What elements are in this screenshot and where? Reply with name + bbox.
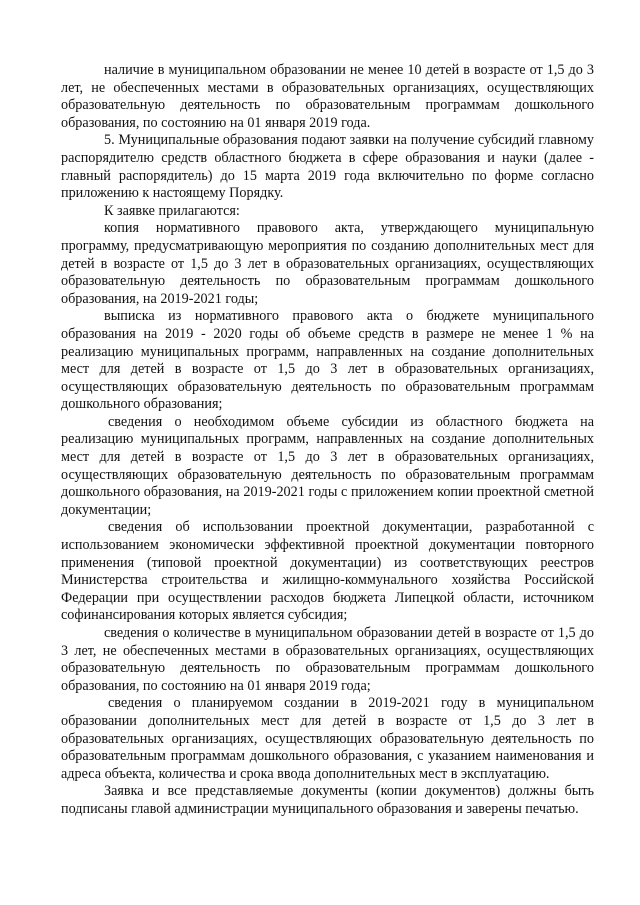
paragraph-budget-extract: выписка из нормативного правового акта о бюджете муниципального образования на 2019 - 2020 годы об объеме средств в размере не менее 1 % на реализацию муниципальных программ, направленных на создание дополнительных мест для детей в возрасте от 1,5 до 3 лет в образовательных организациях, осуществляющих образовательную деятельность по образовательным программам дошкольного образования; xyxy=(61,308,594,413)
document-page xyxy=(61,62,594,819)
paragraph-signature-requirement: Заявка и все представляемые документы (копии документов) должны быть подписаны главой администрации муниципального образования и заверены печатью. xyxy=(61,783,594,817)
paragraph-eligibility-criterion: наличие в муниципальном образовании не менее 10 детей в возрасте от 1,5 до 3 лет, не обеспеченных местами в образовательных организациях, осуществляющих образовательную деятельность по образовательным программам дошкольного образования, по состоянию на 01 января 2019 года. xyxy=(61,62,594,131)
paragraph-subsidy-volume-info: сведения о необходимом объеме субсидии из областного бюджета на реализацию муниципальных программ, направленных на создание дополнительных мест для детей в возрасте от 1,5 до 3 лет в образовательных организациях, осуществляющих образовательную деятельность по образовательным программам дошкольного образования, на 2019-2021 годы с приложением копии проектной сметной документации; xyxy=(61,413,594,518)
paragraph-attachments-intro: К заявке прилагаются: xyxy=(104,202,240,219)
paragraph-children-count-info: сведения о количестве в муниципальном образовании детей в возрасте от 1,5 до 3 лет, не обеспеченных местами в образовательных организациях, осуществляющих образовательную деятельность по образовательным программам дошкольного образования, по состоянию на 01 января 2019 года; xyxy=(61,625,594,694)
paragraph-planned-places-info: сведения о планируемом создании в 2019-2021 году в муниципальном образовании дополнительных мест для детей в возрасте от 1,5 до 3 лет в образовательных организациях, осуществляющих образовательную деятельность по образовательным программам дошкольного образования, с указанием наименования и адреса объекта, количества и срока ввода дополнительных мест в эксплуатацию. xyxy=(61,695,594,782)
paragraph-program-act-copy: копия нормативного правового акта, утверждающего муниципальную программу, предусматривающую мероприятия по созданию дополнительных мест для детей в возрасте от 1,5 до 3 лет в образовательных организациях, осуществляющих образовательную деятельность по образовательным программам дошкольного образования, на 2019-2021 годы; xyxy=(61,220,594,307)
paragraph-project-docs-info: сведения об использовании проектной документации, разработанной с использованием экономически эффективной проектной документации повторного применения (типовой проектной документации) из соответствующих реестров Министерства строительства и жилищно-коммунального хозяйства Российской Федерации при осуществлении расходов бюджета Липецкой области, источником софинансирования которых является субсидия; xyxy=(61,519,594,624)
paragraph-application-deadline: 5. Муниципальные образования подают заявки на получение субсидий главному распорядителю средств областного бюджета в сфере образования и науки (далее - главный распорядитель) до 15 марта 2019 года включительно по форме согласно приложению к настоящему Порядку. xyxy=(61,132,594,202)
